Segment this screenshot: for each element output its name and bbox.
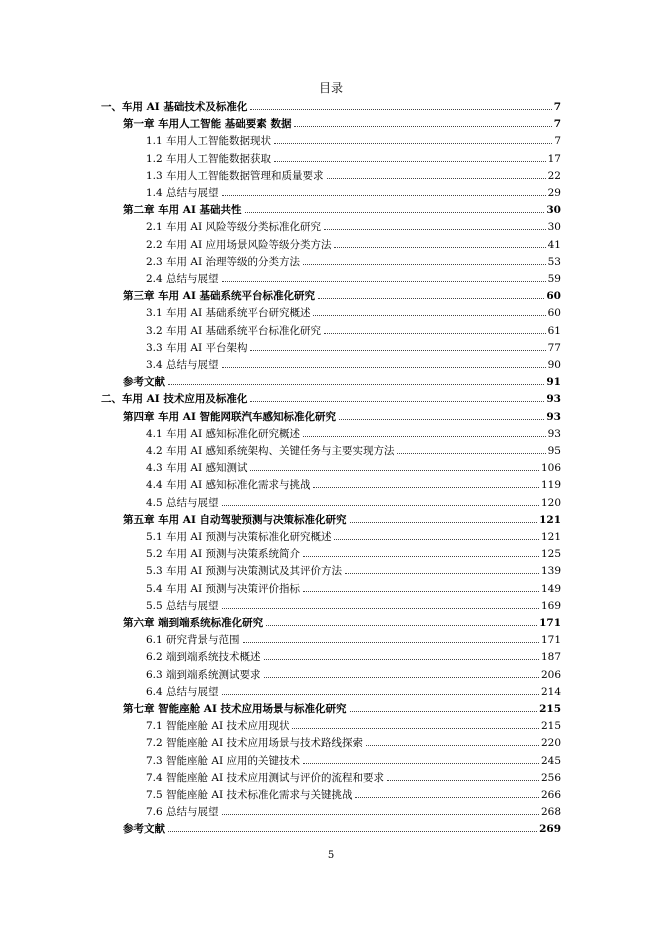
toc-entry-title: 2.1 车用 AI 风险等级分类标准化研究 bbox=[146, 221, 321, 234]
toc-entry[interactable] bbox=[123, 819, 561, 836]
toc-entry-title: 4.4 车用 AI 感知标准化需求与挑战 bbox=[146, 479, 311, 492]
toc-entry[interactable] bbox=[146, 579, 561, 596]
toc-entry-title: 5.4 车用 AI 预测与决策评价指标 bbox=[146, 582, 300, 595]
toc-entry-page: 206 bbox=[540, 668, 561, 681]
toc-entry-title: 2.3 车用 AI 治理等级的分类方法 bbox=[146, 255, 300, 268]
toc-entry-title: 1.4 总结与展望 bbox=[146, 187, 219, 199]
toc-entry-page: 268 bbox=[540, 806, 561, 819]
toc-entry-page: 30 bbox=[547, 221, 561, 234]
toc-entry-page: 256 bbox=[540, 771, 561, 784]
toc-entry-title: 4.3 车用 AI 感知测试 bbox=[146, 462, 248, 475]
dot-leader bbox=[350, 522, 538, 523]
dot-leader bbox=[350, 711, 538, 712]
toc-entry-page: 93 bbox=[547, 427, 561, 440]
dot-leader bbox=[303, 763, 539, 764]
toc-entry-title: 一、车用 AI 基础技术及标准化 bbox=[101, 101, 248, 113]
toc-entry-page: 61 bbox=[547, 324, 561, 337]
toc-entry[interactable] bbox=[146, 785, 561, 802]
toc-entry-page: 125 bbox=[540, 548, 561, 561]
dot-leader bbox=[313, 315, 545, 316]
toc-entry[interactable] bbox=[146, 149, 561, 166]
toc-entry-title: 1.2 车用人工智能数据获取 bbox=[146, 152, 272, 165]
dot-leader bbox=[303, 556, 539, 557]
toc-entry[interactable] bbox=[146, 269, 561, 286]
toc-entry-page: 171 bbox=[539, 617, 561, 629]
toc-entry-page: 187 bbox=[540, 651, 561, 664]
toc-entry[interactable] bbox=[146, 235, 561, 252]
toc-entry-title: 1.3 车用人工智能数据管理和质量要求 bbox=[146, 169, 324, 182]
toc-entry[interactable] bbox=[146, 716, 561, 733]
dot-leader bbox=[222, 694, 539, 695]
toc-entry[interactable] bbox=[146, 647, 561, 664]
toc-entry[interactable] bbox=[146, 544, 561, 561]
toc-entry[interactable] bbox=[123, 699, 561, 716]
dot-leader bbox=[313, 487, 539, 488]
dot-leader bbox=[274, 143, 552, 144]
dot-leader bbox=[222, 195, 546, 196]
toc-entry[interactable] bbox=[146, 441, 561, 458]
toc-entry-page: 95 bbox=[547, 445, 561, 457]
toc-entry[interactable] bbox=[146, 458, 561, 475]
toc-entry-title: 第七章 智能座舱 AI 技术应用场景与标准化研究 bbox=[123, 703, 347, 715]
dot-leader bbox=[245, 212, 545, 213]
toc-entry[interactable] bbox=[146, 338, 561, 355]
dot-leader bbox=[303, 436, 546, 437]
toc-entry[interactable] bbox=[123, 200, 561, 217]
toc-entry-title: 4.1 车用 AI 感知标准化研究概述 bbox=[146, 427, 300, 440]
toc-entry-page: 119 bbox=[540, 479, 561, 492]
toc-entry[interactable] bbox=[146, 321, 561, 338]
toc-entry-title: 7.5 智能座舱 AI 技术标准化需求与关键挑战 bbox=[146, 789, 353, 801]
toc-entry-title: 5.5 总结与展望 bbox=[146, 599, 219, 612]
toc-entry-page: 91 bbox=[546, 376, 561, 389]
toc-entry-page: 53 bbox=[547, 255, 561, 268]
toc-entry[interactable] bbox=[146, 561, 561, 578]
toc-entry[interactable] bbox=[146, 733, 561, 750]
dot-leader bbox=[294, 126, 551, 127]
toc-entry[interactable] bbox=[146, 166, 561, 183]
dot-leader bbox=[274, 161, 546, 162]
toc-entry-title: 7.1 智能座舱 AI 技术应用现状 bbox=[146, 720, 290, 733]
dot-leader bbox=[366, 745, 539, 746]
toc-entry[interactable] bbox=[146, 527, 561, 544]
dot-leader bbox=[243, 642, 539, 643]
toc-entry-title: 3.2 车用 AI 基础系统平台标准化研究 bbox=[146, 324, 321, 337]
dot-leader bbox=[324, 229, 546, 230]
toc-entry-page: 121 bbox=[540, 531, 561, 543]
dot-leader bbox=[355, 797, 539, 798]
toc-entry-page: 171 bbox=[540, 634, 561, 647]
toc-entry-page: 59 bbox=[547, 273, 561, 285]
toc-entry[interactable] bbox=[146, 217, 561, 234]
toc-entry-page: 7 bbox=[553, 118, 561, 131]
dot-leader bbox=[303, 264, 546, 265]
toc-entry-title: 3.4 总结与展望 bbox=[146, 359, 219, 371]
dot-leader bbox=[250, 401, 544, 402]
dot-leader bbox=[292, 728, 539, 729]
toc-entry-title: 4.2 车用 AI 感知系统架构、关键任务与主要实现方法 bbox=[146, 445, 395, 457]
dot-leader bbox=[334, 247, 545, 248]
toc-entry[interactable] bbox=[146, 355, 561, 372]
toc-entry[interactable] bbox=[146, 665, 561, 682]
toc-entry-title: 6.3 端到端系统测试要求 bbox=[146, 668, 261, 681]
toc-entry-page: 215 bbox=[539, 703, 561, 715]
toc-entry-page: 220 bbox=[540, 737, 561, 750]
toc-entry-title: 2.4 总结与展望 bbox=[146, 273, 219, 285]
toc-entry[interactable] bbox=[123, 372, 561, 389]
dot-leader bbox=[327, 178, 546, 179]
toc-entry-page: 121 bbox=[539, 513, 561, 526]
toc-entry[interactable] bbox=[146, 252, 561, 269]
toc-entry-page: 60 bbox=[547, 307, 561, 320]
toc-entry-page: 60 bbox=[546, 290, 561, 303]
toc-entry-title: 7.2 智能座舱 AI 技术应用场景与技术路线探索 bbox=[146, 737, 363, 750]
toc-entry-title: 2.2 车用 AI 应用场景风险等级分类方法 bbox=[146, 238, 332, 251]
toc-entry-page: 90 bbox=[547, 359, 561, 371]
toc-entry-title: 3.3 车用 AI 平台架构 bbox=[146, 341, 248, 354]
toc-entry-page: 266 bbox=[540, 789, 561, 801]
toc-entry[interactable] bbox=[146, 630, 561, 647]
toc-entry-page: 41 bbox=[547, 238, 561, 251]
dot-leader bbox=[222, 367, 546, 368]
toc-entry-title: 5.2 车用 AI 预测与决策系统简介 bbox=[146, 548, 300, 561]
toc-entry-title: 6.1 研究背景与范围 bbox=[146, 634, 240, 647]
toc-entry[interactable] bbox=[146, 475, 561, 492]
toc-entry-page: 214 bbox=[540, 685, 561, 698]
page-number: 5 bbox=[327, 850, 335, 861]
dot-leader bbox=[387, 780, 539, 781]
toc-entry[interactable] bbox=[146, 768, 561, 785]
toc-entry-page: 29 bbox=[547, 187, 561, 199]
toc-entry-page: 77 bbox=[547, 341, 561, 354]
toc-entry[interactable] bbox=[146, 183, 561, 200]
toc-entry[interactable] bbox=[146, 131, 561, 148]
toc-entry[interactable] bbox=[146, 802, 561, 819]
toc-entry[interactable] bbox=[146, 751, 561, 768]
toc-entry-title: 参考文献 bbox=[123, 376, 165, 389]
toc-entry-title: 7.3 智能座舱 AI 应用的关键技术 bbox=[146, 754, 300, 767]
dot-leader bbox=[222, 814, 539, 815]
toc-entry-title: 第四章 车用 AI 智能网联汽车感知标准化研究 bbox=[123, 410, 337, 423]
toc-entry[interactable] bbox=[146, 493, 561, 510]
toc-entry-title: 参考文献 bbox=[123, 823, 165, 836]
toc-entry-page: 245 bbox=[540, 754, 561, 767]
dot-leader bbox=[264, 677, 539, 678]
dot-leader bbox=[318, 298, 544, 299]
toc-entry[interactable] bbox=[123, 286, 561, 303]
dot-leader bbox=[303, 591, 539, 592]
toc-entry-title: 5.1 车用 AI 预测与决策标准化研究概述 bbox=[146, 531, 332, 543]
toc-entry[interactable] bbox=[146, 596, 561, 613]
dot-leader bbox=[339, 419, 544, 420]
toc-entry[interactable] bbox=[146, 424, 561, 441]
toc-entry-page: 30 bbox=[546, 204, 561, 217]
dot-leader bbox=[222, 281, 546, 282]
dot-leader bbox=[250, 350, 545, 351]
toc-entry-page: 169 bbox=[540, 599, 561, 612]
dot-leader bbox=[168, 384, 544, 385]
toc-entry-title: 5.3 车用 AI 预测与决策测试及其评价方法 bbox=[146, 565, 342, 578]
dot-leader bbox=[222, 608, 539, 609]
toc-entry-title: 第五章 车用 AI 自动驾驶预测与决策标准化研究 bbox=[123, 513, 347, 526]
toc-entry[interactable] bbox=[123, 510, 561, 527]
dot-leader bbox=[250, 109, 551, 110]
dot-leader bbox=[222, 505, 539, 506]
toc-entry-page: 149 bbox=[540, 582, 561, 595]
toc-entry-title: 6.2 端到端系统技术概述 bbox=[146, 651, 261, 664]
toc-entry-page: 215 bbox=[540, 720, 561, 733]
toc-entry-title: 1.1 车用人工智能数据现状 bbox=[146, 135, 272, 148]
toc-entry[interactable] bbox=[123, 407, 561, 424]
toc-entry[interactable] bbox=[101, 97, 561, 114]
toc-entry-page: 17 bbox=[547, 152, 561, 165]
toc-entry-page: 7 bbox=[553, 101, 561, 113]
toc-entry-page: 269 bbox=[539, 823, 561, 836]
toc-entry-page: 106 bbox=[540, 462, 561, 475]
dot-leader bbox=[334, 539, 539, 540]
toc-entry-title: 3.1 车用 AI 基础系统平台研究概述 bbox=[146, 307, 311, 320]
dot-leader bbox=[397, 453, 545, 454]
toc-entry-title: 第二章 车用 AI 基础共性 bbox=[123, 204, 242, 217]
dot-leader bbox=[168, 831, 537, 832]
toc-entry-title: 7.6 总结与展望 bbox=[146, 806, 219, 819]
toc-entry-title: 6.4 总结与展望 bbox=[146, 685, 219, 698]
dot-leader bbox=[324, 333, 546, 334]
page-title: 目录 bbox=[318, 81, 343, 95]
dot-leader bbox=[345, 573, 539, 574]
toc-entry[interactable] bbox=[123, 114, 561, 131]
toc-entry-page: 22 bbox=[547, 169, 561, 182]
toc-entry-title: 第一章 车用人工智能 基础要素 数据 bbox=[123, 118, 292, 131]
toc-entry[interactable] bbox=[146, 682, 561, 699]
toc-entry-page: 7 bbox=[554, 135, 561, 148]
toc-entry-title: 第六章 端到端系统标准化研究 bbox=[123, 617, 264, 629]
toc-entry[interactable] bbox=[101, 389, 561, 406]
toc-entry-title: 第三章 车用 AI 基础系统平台标准化研究 bbox=[123, 290, 316, 303]
dot-leader bbox=[250, 470, 539, 471]
dot-leader bbox=[264, 659, 539, 660]
toc-entry-title: 二、车用 AI 技术应用及标准化 bbox=[101, 393, 248, 406]
toc-entry-title: 7.4 智能座舱 AI 技术应用测试与评价的流程和要求 bbox=[146, 771, 384, 784]
toc-entry-page: 93 bbox=[546, 393, 561, 406]
toc-entry[interactable] bbox=[123, 613, 561, 630]
toc-entry-title: 4.5 总结与展望 bbox=[146, 496, 219, 509]
toc-entry-page: 139 bbox=[540, 565, 561, 578]
toc-entry[interactable] bbox=[146, 303, 561, 320]
toc-entry-page: 120 bbox=[540, 496, 561, 509]
toc-entry-page: 93 bbox=[546, 410, 561, 423]
dot-leader bbox=[266, 625, 537, 626]
